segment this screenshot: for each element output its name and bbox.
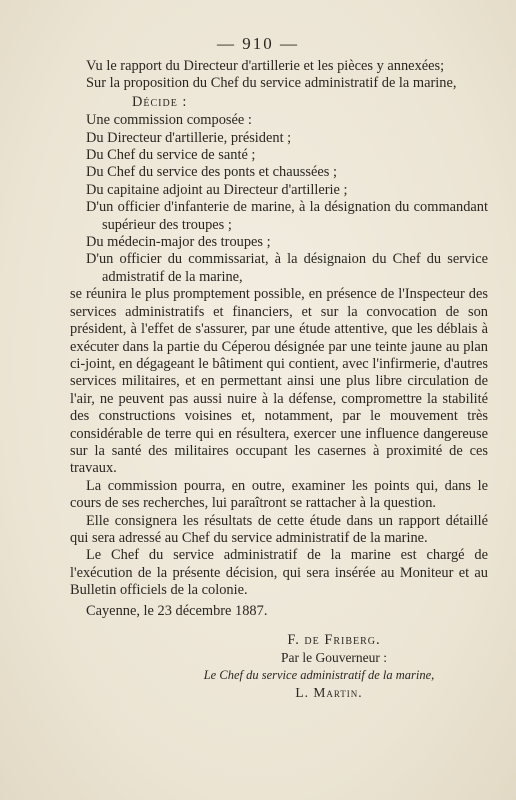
list-item: Du Directeur d'artillerie, président ; bbox=[86, 129, 292, 146]
signature-par: Par le Gouverneur : bbox=[280, 650, 388, 666]
list-item: Du Chef du service des ponts et chaussées ; bbox=[86, 164, 337, 181]
list-item: D'un officier du commissariat, à la désignaion du Chef du service admistratif de la marine, bbox=[86, 251, 488, 285]
commission-members-list bbox=[70, 112, 488, 286]
list-item: Une commission composée : bbox=[86, 112, 252, 129]
paragraph-commission: La commission pourra, en outre, examiner les points qui, dans le cours de ses recherches, lui paraîtront se rattacher à la question. bbox=[70, 477, 488, 512]
decide-heading: Décide : bbox=[132, 93, 188, 110]
list-item: Du capitaine adjoint au Directeur d'artillerie ; bbox=[86, 181, 348, 198]
page-number: — 910 — bbox=[217, 34, 299, 53]
paragraph-reunira: se réunira le plus promptement possible, en présence de l'Inspecteur des services administratifs et financiers, et sur la convocation de son président, à l'effet de s'assurer, par une étude attentive, que les déblais à exécuter dans la partie du Céperou désignée par une teinte jaune au plan ci-joint, en dégageant le bâtiment qui contient, avec l'infirmerie, d'autres services militaires, et en permettant ainsi une plus libre circulation de l'air, ne peuvent pas aussi nuire à la défense, compromettre la stabilité des constructions voisines et, notamment, par le mouvement très considérable de terre qui en résultera, exercer une influence dangereuse sur la santé des militaires occupant les casernes à proximité de ces travaux. bbox=[70, 286, 488, 477]
signature-title: Le Chef du service administratif de la marine, bbox=[203, 667, 435, 682]
date-line: Cayenne, le 23 décembre 1887. bbox=[86, 602, 268, 619]
paragraph-sur: Sur la proposition du Chef du service administratif de la marine, bbox=[86, 75, 457, 92]
list-item: Du médecin-major des troupes ; bbox=[86, 234, 271, 251]
paragraph-consignera: Elle consignera les résultats de cette étude dans un rapport détaillé qui sera adressé au Chef du service administratif de la marine. bbox=[70, 512, 488, 546]
decision-text bbox=[70, 58, 488, 702]
paragraph-chef: Le Chef du service administratif de la marine est chargé de l'exécution de la présente décision, qui sera insérée au Moniteur et au Bulletin officiels de la colonie. bbox=[70, 547, 488, 599]
list-item: D'un officier d'infanterie de marine, à la désignation du commandant supérieur des troupes ; bbox=[86, 199, 488, 233]
signature-name: F. de Friberg. bbox=[287, 632, 381, 648]
paragraph-vu: Vu le rapport du Directeur d'artillerie et les pièces y annexées; bbox=[86, 58, 445, 74]
list-item: Du Chef du service de santé ; bbox=[86, 147, 256, 164]
signature-signer: L. Martin. bbox=[295, 685, 363, 701]
